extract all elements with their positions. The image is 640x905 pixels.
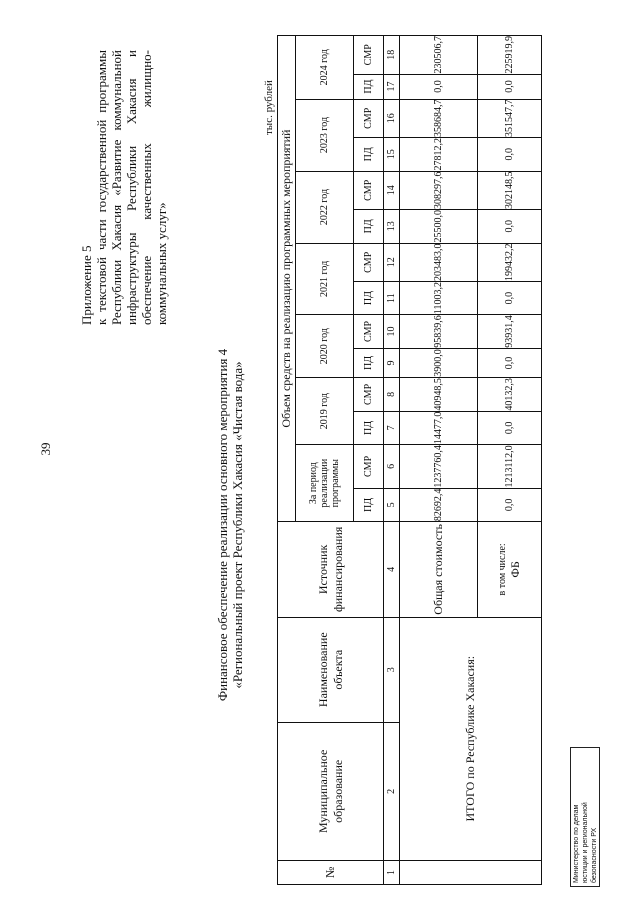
header-year-2020: 2020 год <box>296 315 354 378</box>
financing-table <box>277 35 542 885</box>
header-year-2023: 2023 год <box>296 99 354 171</box>
value-cell: 0,0 <box>478 411 542 445</box>
header-period: За период реализации программы <box>296 445 354 522</box>
col-number: 6 <box>384 445 400 489</box>
heading-line-1: Финансовое обеспечение реализации основного мероприятия 4 <box>215 348 230 702</box>
header-smr: СМР <box>354 378 384 412</box>
header-smr: СМР <box>354 315 384 349</box>
source-fb-label: ФБ <box>507 561 522 578</box>
header-pd: ПД <box>354 138 384 172</box>
col-number: 16 <box>384 99 400 138</box>
including-label: в том числе: <box>496 543 508 596</box>
table-row <box>400 36 478 885</box>
col-number: 10 <box>384 315 400 349</box>
value-cell: 0,0 <box>478 348 542 377</box>
value-cell: 302148,5 <box>478 171 542 210</box>
document-heading <box>215 295 245 755</box>
value-cell: 0,0 <box>478 138 542 172</box>
value-cell: 40132,3 <box>478 378 542 412</box>
header-num: № <box>278 860 384 884</box>
header-smr: СМР <box>354 99 384 138</box>
stamp-line-3: безопасности РХ <box>591 827 598 883</box>
value-cell: 308297,6 <box>400 171 478 210</box>
header-source: Источник финансирования <box>278 522 384 617</box>
value-cell: 0,0 <box>478 210 542 244</box>
header-volume: Объем средств на реализацию программных мероприятий <box>278 36 296 522</box>
stamp-line-1: Министерство по делам <box>573 804 580 883</box>
header-pd: ПД <box>354 282 384 315</box>
value-cell: 95839,6 <box>400 315 478 349</box>
value-cell: 11003,2 <box>400 282 478 315</box>
header-pd: ПД <box>354 411 384 445</box>
source-total: Общая стоимость <box>400 522 478 617</box>
page-number: 39 <box>38 442 53 456</box>
col-number: 3 <box>384 617 400 722</box>
header-smr: СМР <box>354 171 384 210</box>
value-cell: 358684,7 <box>400 99 478 138</box>
header-pd: ПД <box>354 348 384 377</box>
value-cell: 82692,4 <box>400 488 478 522</box>
cell-num <box>400 860 542 884</box>
value-cell: 0,0 <box>400 74 478 99</box>
header-pd: ПД <box>354 488 384 522</box>
header-year-2022: 2022 год <box>296 171 354 243</box>
value-cell: 351547,7 <box>478 99 542 138</box>
value-cell: 14477,0 <box>400 411 478 445</box>
header-year-2021: 2021 год <box>296 243 354 315</box>
units-label: тыс. рублей <box>263 80 275 135</box>
header-year-2024: 2024 год <box>296 36 354 100</box>
appendix-text: к текстовой части государственной программы Республики Хакасия «Развитие коммунальной инфраструктуры Республики Хакасия и обеспечение качественных жилищно-коммунальных услуг» <box>94 50 169 325</box>
registration-stamp <box>570 747 600 887</box>
rotated-sheet <box>5 35 605 895</box>
value-cell: 225919,9 <box>478 36 542 75</box>
header-year-2019: 2019 год <box>296 378 354 445</box>
col-number: 11 <box>384 282 400 315</box>
column-number-row <box>384 36 400 885</box>
col-number: 5 <box>384 488 400 522</box>
col-number: 9 <box>384 348 400 377</box>
appendix-title: Приложение 5 <box>79 245 94 325</box>
header-smr: СМР <box>354 243 384 282</box>
source-fb <box>478 522 542 617</box>
value-cell: 199432,2 <box>478 243 542 282</box>
value-cell: 40948,5 <box>400 378 478 412</box>
value-cell: 93931,4 <box>478 315 542 349</box>
value-cell: 230506,7 <box>400 36 478 75</box>
stamp-line-2: юстиции и региональной <box>582 802 589 883</box>
col-number: 15 <box>384 138 400 172</box>
col-number: 18 <box>384 36 400 75</box>
header-smr: СМР <box>354 445 384 489</box>
value-cell: 25500,0 <box>400 210 478 244</box>
col-number: 8 <box>384 378 400 412</box>
value-cell: 27812,2 <box>400 138 478 172</box>
header-pd: ПД <box>354 210 384 244</box>
appendix-block <box>79 50 169 325</box>
col-number: 4 <box>384 522 400 617</box>
col-number: 13 <box>384 210 400 244</box>
col-number: 17 <box>384 74 400 99</box>
value-cell: 0,0 <box>478 74 542 99</box>
col-number: 2 <box>384 722 400 860</box>
col-number: 14 <box>384 171 400 210</box>
col-number: 7 <box>384 411 400 445</box>
heading-line-2: «Региональный проект Республики Хакасия «Чистая вода» <box>230 361 245 689</box>
header-object: Наименование объекта <box>278 617 384 722</box>
value-cell: 1213112,0 <box>478 445 542 489</box>
header-pd: ПД <box>354 74 384 99</box>
col-number: 1 <box>384 860 400 884</box>
value-cell: 203483,0 <box>400 243 478 282</box>
header-smr: СМР <box>354 36 384 75</box>
total-label: ИТОГО по Республике Хакасия: <box>400 617 542 860</box>
value-cell: 0,0 <box>478 488 542 522</box>
header-municipality: Муниципальное образование <box>278 722 384 860</box>
col-number: 12 <box>384 243 400 282</box>
value-cell: 0,0 <box>478 282 542 315</box>
value-cell: 3900,0 <box>400 348 478 377</box>
value-cell: 1237760,4 <box>400 445 478 489</box>
